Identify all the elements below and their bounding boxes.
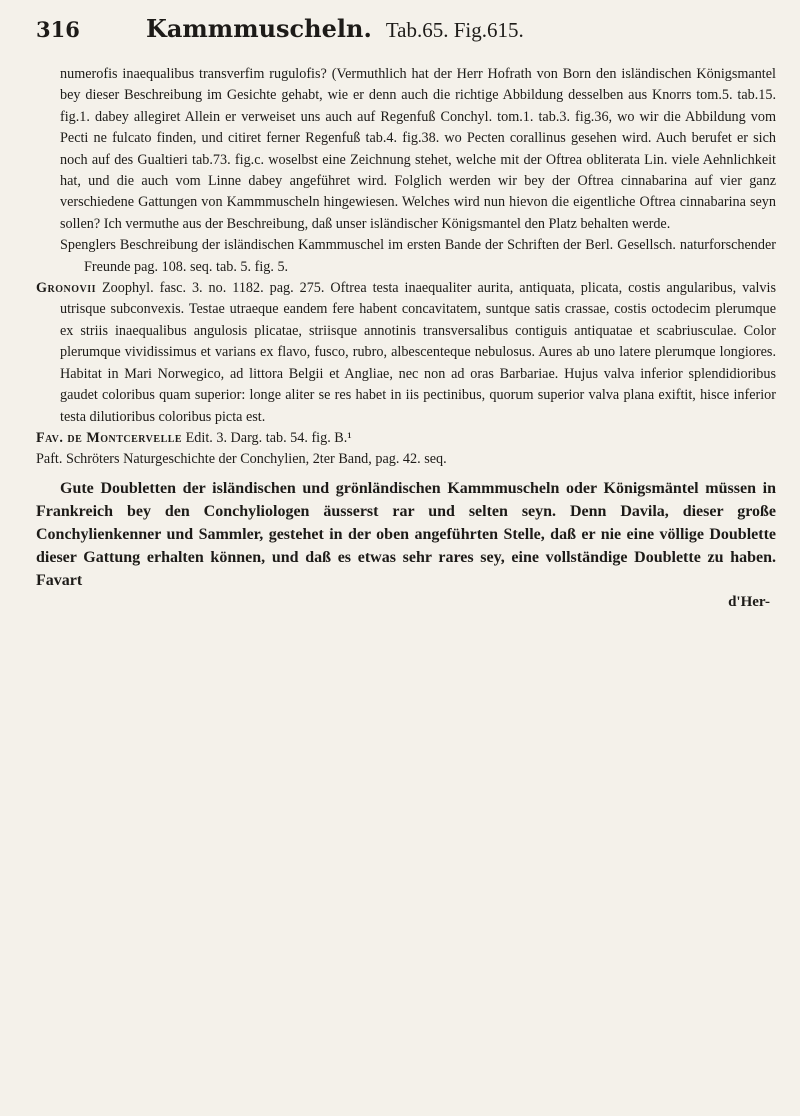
paragraph-4-author: Fav. de Montcervelle <box>36 429 183 446</box>
book-page <box>36 14 776 613</box>
paragraph-4-text: Edit. 3. Darg. tab. 54. fig. B.¹ <box>182 429 352 446</box>
paragraph-2: Spenglers Beschreibung der isländischen Kammmuschel im ersten Bande der Schriften der Berl. Gesellsch. naturforschender Freunde pag. 108. seq. tab. 5. fig. 5. <box>60 237 776 275</box>
paragraph-6: Gute Doubletten der isländischen und grönländischen Kammmuscheln oder Königsmäntel müssen in Frankreich bey den Conchyliologen äusserst rar und selten seyn. Denn Davila, dieser große Conchylienkenner und Sammler, gestehet in der oben angeführten Stelle, daß er nie eine völlige Doublette dieser Gattung erhalten können, und daß es etwas sehr rares sey, eine vollständige Doublette zu haben. Favart <box>36 479 776 589</box>
paragraph-3-author: Gronovii <box>36 280 97 297</box>
page-number: 316 <box>36 17 80 42</box>
paragraph-1: numerofis inaequalibus transverfim rugulofis? (Vermuthlich hat der Herr Hofrath von Born den isländischen Königsmantel bey dieser Beschreibung im Gesichte gehabt, wie er denn auch die richtige Abbildung desselben aus Knorrs tom.5. tab.15. fig.1. dabey allegiret Allein er verweiset uns auch auf Regenfuß Conchyl. tom.1. tab.3. fig.36, wo wir die Abbildung vom Pecti ne fulcato finden, und citiret ferner Regenfuß tab.4. fig.38. wo Pecten corallinus gesehen wird. Auch berufet er sich noch auf des Gualtieri tab.73. fig.c. woselbst eine Zeichnung stehet, welche mit der Oftrea obliterata Lin. viele Aehnlichkeit hat, und die auch vom Linne dabey angeführet wird. Folglich werden wir bey der Oftrea cinnabarina auf vier ganz verschiedene Gattungen von Kammmuscheln hingewiesen. Welches wird nun hievon die eigentliche Oftrea cinnabarina seyn sollen? Ich vermuthe aus der Beschreibung, daß unser isländischer Königsmantel den Platz behalten werde. <box>60 66 776 232</box>
paragraph-3-text: Zoophyl. fasc. 3. no. 1182. pag. 275. Oftrea testa inaequaliter aurita, antiquata, plicata, costis angularibus, valvis utrisque subconvexis. Testae utraeque eandem fere habent concavitatem, suntque satis crassae, costis octodecim plerumque ex striis inaequalibus angulosis plicatae, striisque annotinis transversalibus contiguis antiquatae et scabriusculae. Color plerumque vividissimus et varians ex flavo, fusco, rubro, albescenteque nebulosus. Aures ab uno latere plerumque longiores. Habitat in Mari Norwegico, ad littora Belgii et Angliae, nec non ad oras Barbariae. Hujus valva inferior splendidioribus gaudet coloribus quam superior: longe aliter se res habet in iis pectinibus, quorum superior valva plana exiftit, hisce inferior testa dilutioribus coloribus picta est. <box>60 280 776 425</box>
running-title: Kammmuscheln. <box>146 14 372 43</box>
page-body <box>36 64 776 613</box>
running-header <box>36 14 776 56</box>
plate-reference: Tab.65. Fig.615. <box>385 18 524 42</box>
catchword: d'Her- <box>728 593 770 610</box>
paragraph-4 <box>36 428 776 449</box>
paragraph-5: Paft. Schröters Naturgeschichte der Conchylien, 2ter Band, pag. 42. seq. <box>36 451 447 468</box>
paragraph-3 <box>36 278 776 428</box>
